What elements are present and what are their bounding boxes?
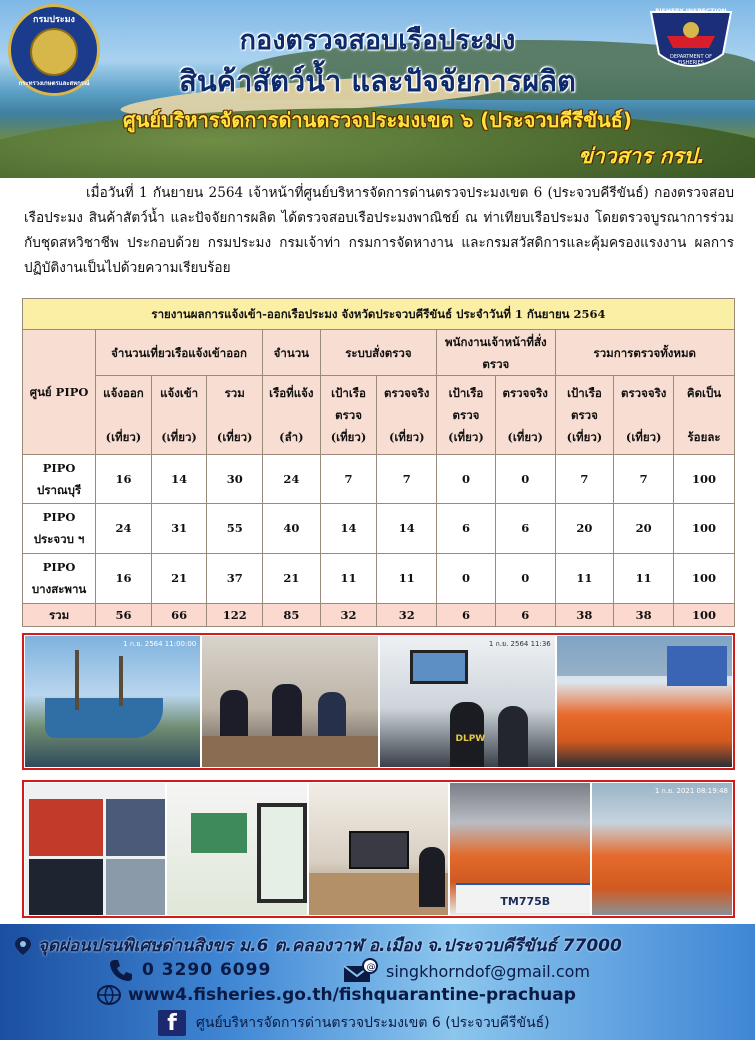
- header-title-line3: ศูนย์บริหารจัดการด่านตรวจประมงเขต ๖ (ประจวบคีรีขันธ์): [122, 108, 633, 132]
- logo-left-top-text: กรมประมง: [33, 15, 75, 25]
- hull-number: TM775B: [500, 895, 551, 908]
- photo-video-call: [25, 783, 165, 915]
- header-system-group: ระบบสั่งตรวจ: [320, 330, 436, 376]
- cell-officer-actual: 6: [495, 503, 555, 553]
- row-center-name: PIPO บางสะพาน: [23, 553, 96, 603]
- cell-total-target: 11: [555, 553, 614, 603]
- header-trips-group: จำนวนเที่ยวเรือแจ้งเข้าออก: [96, 330, 263, 376]
- header-total-group: รวมการตรวจทั้งหมด: [555, 330, 734, 376]
- total-label: รวม: [23, 603, 96, 626]
- table-total-row: [23, 603, 735, 626]
- cell-in: 14: [151, 455, 207, 503]
- address-line: [12, 932, 622, 959]
- cell-total-actual: 20: [614, 503, 674, 553]
- header-system-target: เป้าเรือ ตรวจ (เที่ยว): [320, 376, 377, 455]
- total-sum: 122: [207, 603, 263, 626]
- total-total-target: 38: [555, 603, 614, 626]
- photo-timestamp: 1 ก.ย. 2564 11:36: [488, 640, 551, 648]
- globe-icon: [96, 984, 122, 1006]
- contact-footer: [0, 924, 755, 1040]
- email-line: [342, 958, 590, 984]
- table-caption: รายงานผลการแจ้งเข้า-ออกเรือประมง จังหวัดประจวบคีรีขันธ์ ประจำวันที่ 1 กันยายน 2564: [23, 299, 735, 330]
- cell-in: 31: [151, 503, 207, 553]
- header-boats: เรือที่แจ้ง (ลำ): [263, 376, 321, 455]
- photo-online-meeting: [309, 783, 449, 915]
- header-officer-target: เป้าเรือ ตรวจ (เที่ยว): [437, 376, 496, 455]
- header-percent: คิดเป็น ร้อยละ: [674, 376, 735, 455]
- cell-system-actual: 11: [377, 553, 437, 603]
- cell-system-target: 7: [320, 455, 377, 503]
- total-in: 66: [151, 603, 207, 626]
- header-in: แจ้งเข้า (เที่ยว): [151, 376, 207, 455]
- website-line: [96, 984, 576, 1006]
- cell-percent: 100: [674, 503, 735, 553]
- cell-sum: 30: [207, 455, 263, 503]
- total-officer-actual: 6: [495, 603, 555, 626]
- email-icon: [342, 958, 378, 984]
- cell-officer-target: 0: [437, 553, 496, 603]
- header-title-line2: สินค้าสัตว์น้ำ และปัจจัยการผลิต: [179, 64, 576, 98]
- cell-officer-actual: 0: [495, 553, 555, 603]
- intro-text: เมื่อวันที่ 1 กันยายน 2564 เจ้าหน้าที่ศูนย์บริหารจัดการด่านตรวจประมงเขต 6 (ประจวบคีรีขันธ์) กองตรวจสอบเรือประมง สินค้าสัตว์น้ำ และปัจจัยการผลิต ได้ตรวจสอบเรือประมงพาณิชย์ ณ ท่าเทียบเรือประมง โดยตรวจบูรณาการร่วมกับชุดสหวิชาชีพ ประกอบด้วย กรมประมง กรมเจ้าท่า กรมการจัดหางาน และกรมสวัสดิการและคุ้มครองแรงงาน ผลการปฏิบัติงานเป็นไปด้วยความเรียบร้อย: [24, 185, 734, 276]
- cell-in: 21: [151, 553, 207, 603]
- photo-crew-group: [592, 783, 732, 915]
- vest-label: DLPW: [455, 734, 486, 744]
- cell-system-target: 14: [320, 503, 377, 553]
- cell-total-target: 7: [555, 455, 614, 503]
- logo-left-bottom-text: กระทรวงเกษตรและสหกรณ์: [18, 80, 90, 87]
- photo-timestamp: 1 ก.ย. 2564 11:00:00: [123, 640, 197, 648]
- total-system-target: 32: [320, 603, 377, 626]
- header-sum: รวม (เที่ยว): [207, 376, 263, 455]
- photo-crew-lineup: [557, 636, 732, 767]
- header-pipo-center: ศูนย์ PIPO: [23, 330, 96, 455]
- header-total-actual: ตรวจจริง (เที่ยว): [614, 376, 674, 455]
- location-pin-icon: [12, 936, 34, 956]
- table-row: [23, 455, 735, 503]
- cell-sum: 55: [207, 503, 263, 553]
- header-system-actual: ตรวจจริง (เที่ยว): [377, 376, 437, 455]
- cell-system-target: 11: [320, 553, 377, 603]
- photo-chat-screen: [167, 783, 307, 915]
- header-title-line1: กองตรวจสอบเรือประมง: [239, 25, 516, 56]
- website-url[interactable]: www4.fisheries.go.th/fishquarantine-prachuap: [128, 985, 576, 1005]
- cell-percent: 100: [674, 455, 735, 503]
- cell-total-actual: 7: [614, 455, 674, 503]
- pipo-report-table: [22, 298, 735, 627]
- cell-total-target: 20: [555, 503, 614, 553]
- photo-strip-1: [22, 633, 735, 770]
- cell-sum: 37: [207, 553, 263, 603]
- cell-out: 16: [96, 455, 152, 503]
- photo-timestamp: 1 ก.ย. 2021 08:19:48: [654, 787, 728, 795]
- svg-text:@: @: [366, 962, 376, 973]
- badge-bottom-text: DEPARTMENT OF FISHERIES: [670, 54, 712, 66]
- row-center-name: PIPO ปราณบุรี: [23, 455, 96, 503]
- table-row: [23, 503, 735, 553]
- photo-inspection-office: [380, 636, 555, 767]
- cell-system-actual: 14: [377, 503, 437, 553]
- email-address[interactable]: singkhorndof@gmail.com: [386, 961, 590, 981]
- phone-line: [108, 958, 271, 982]
- address-text: จุดผ่อนปรนพิเศษด่านสิงขร ม.6 ต.คลองวาฬ อ.เมือง จ.ประจวบคีรีขันธ์ 77000: [38, 936, 622, 956]
- photo-crew-on-deck: [450, 783, 590, 915]
- header-banner: [0, 0, 755, 178]
- header-count-group: จำนวน: [263, 330, 321, 376]
- header-out: แจ้งออก (เที่ยว): [96, 376, 152, 455]
- phone-number[interactable]: 0 3290 6099: [142, 960, 272, 980]
- cell-boats: 24: [263, 455, 321, 503]
- header-officer-group: พนักงานเจ้าหน้าที่สั่งตรวจ: [437, 330, 555, 376]
- photo-office-meeting: [202, 636, 377, 767]
- facebook-icon: f: [158, 1010, 186, 1036]
- total-system-actual: 32: [377, 603, 437, 626]
- facebook-page-name[interactable]: ศูนย์บริหารจัดการด่านตรวจประมงเขต 6 (ประจวบคีรีขันธ์): [196, 1015, 550, 1031]
- cell-officer-actual: 0: [495, 455, 555, 503]
- row-center-name: PIPO ประจวบ ฯ: [23, 503, 96, 553]
- total-total-actual: 38: [614, 603, 674, 626]
- intro-paragraph: [24, 181, 734, 281]
- photo-strip-2: [22, 780, 735, 918]
- phone-icon: [108, 958, 134, 982]
- header-officer-actual: ตรวจจริง (เที่ยว): [495, 376, 555, 455]
- total-officer-target: 6: [437, 603, 496, 626]
- cell-out: 24: [96, 503, 152, 553]
- news-tag: ข่าวสาร กรป.: [578, 144, 705, 168]
- badge-top-text: FISHERY INSPECTION: [655, 8, 727, 15]
- cell-out: 16: [96, 553, 152, 603]
- cell-percent: 100: [674, 553, 735, 603]
- total-percent: 100: [674, 603, 735, 626]
- header-total-target: เป้าเรือ ตรวจ (เที่ยว): [555, 376, 614, 455]
- cell-boats: 40: [263, 503, 321, 553]
- cell-boats: 21: [263, 553, 321, 603]
- cell-system-actual: 7: [377, 455, 437, 503]
- cell-total-actual: 11: [614, 553, 674, 603]
- cell-officer-target: 6: [437, 503, 496, 553]
- total-out: 56: [96, 603, 152, 626]
- photo-fishing-boat: [25, 636, 200, 767]
- total-boats: 85: [263, 603, 321, 626]
- cell-officer-target: 0: [437, 455, 496, 503]
- table-row: [23, 553, 735, 603]
- facebook-line: [158, 1010, 550, 1036]
